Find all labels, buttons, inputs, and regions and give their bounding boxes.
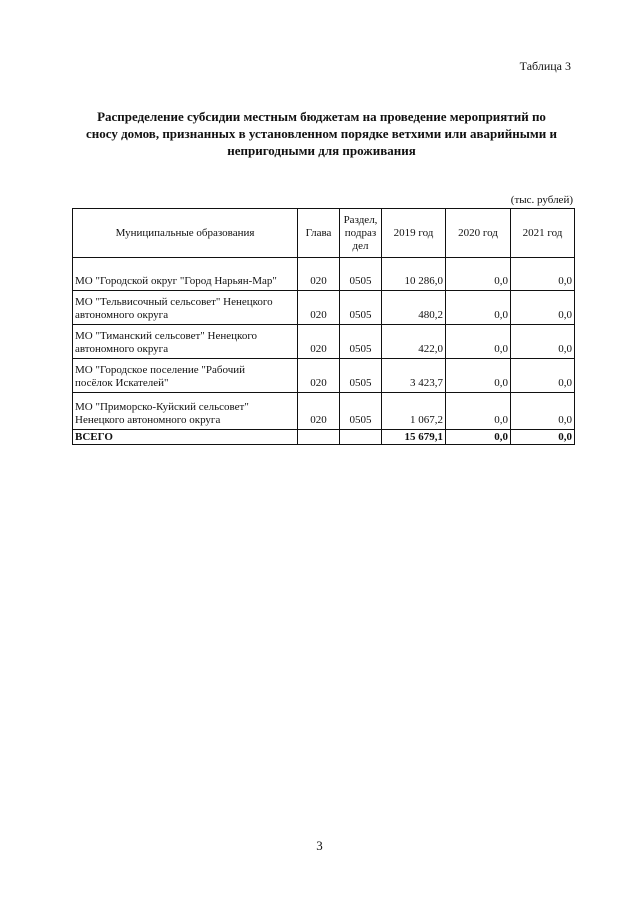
total-glava: [298, 430, 340, 445]
name-line: МО "Тиманский сельсовет" Ненецкого: [75, 330, 258, 342]
name-line: Ненецкого автономного округа: [75, 414, 221, 426]
table-row: [73, 291, 575, 325]
value-2019: 480,2: [382, 291, 446, 325]
table-row: [73, 393, 575, 430]
title-line: сносу домов, признанных в установленном порядке ветхими или аварийными и: [86, 126, 557, 141]
value-2020: 0,0: [446, 291, 511, 325]
municipality-name: [73, 325, 298, 359]
header-2020: 2020 год: [446, 209, 511, 258]
municipality-name: [73, 258, 298, 291]
header-glava: Глава: [298, 209, 340, 258]
name-line: посёлок Искателей": [75, 377, 169, 389]
razdel-cell: 0505: [340, 393, 382, 430]
table-row: [73, 359, 575, 393]
value-2020: 0,0: [446, 325, 511, 359]
header-razdel-line: Раздел,: [343, 213, 378, 226]
glava-cell: 020: [298, 291, 340, 325]
value-2020: 0,0: [446, 393, 511, 430]
table-header-row: [73, 209, 575, 258]
razdel-cell: 0505: [340, 258, 382, 291]
document-title: [70, 108, 573, 159]
total-2019: 15 679,1: [382, 430, 446, 445]
name-line: МО "Городское поселение "Рабочий: [75, 364, 246, 376]
total-razdel: [340, 430, 382, 445]
value-2021: 0,0: [511, 325, 575, 359]
value-2021: 0,0: [511, 291, 575, 325]
name-line: МО "Приморско-Куйский сельсовет": [75, 401, 249, 413]
total-row: [73, 430, 575, 445]
header-2021: 2021 год: [511, 209, 575, 258]
total-2020: 0,0: [446, 430, 511, 445]
total-2021: 0,0: [511, 430, 575, 445]
name-line: МО "Тельвисочный сельсовет" Ненецкого: [75, 296, 273, 308]
municipality-name: [73, 393, 298, 430]
title-line: непригодными для проживания: [227, 143, 416, 158]
header-municipalities: Муниципальные образования: [73, 209, 298, 258]
units-note: (тыс. рублей): [510, 194, 573, 206]
municipality-name: [73, 359, 298, 393]
subsidy-table: [72, 208, 575, 445]
glava-cell: 020: [298, 325, 340, 359]
glava-cell: 020: [298, 258, 340, 291]
glava-cell: 020: [298, 359, 340, 393]
title-line: Распределение субсидии местным бюджетам на проведение мероприятий по: [97, 109, 546, 124]
value-2020: 0,0: [446, 359, 511, 393]
razdel-cell: 0505: [340, 291, 382, 325]
glava-cell: 020: [298, 393, 340, 430]
header-2019: 2019 год: [382, 209, 446, 258]
value-2019: 10 286,0: [382, 258, 446, 291]
header-razdel-line: дел: [352, 239, 369, 252]
table-label: Таблица 3: [519, 59, 571, 73]
header-razdel-line: подраз: [344, 226, 377, 239]
razdel-cell: 0505: [340, 325, 382, 359]
value-2021: 0,0: [511, 393, 575, 430]
name-line: МО "Городской округ "Город Нарьян-Мар": [75, 275, 277, 287]
name-line: автономного округа: [75, 309, 169, 321]
value-2019: 3 423,7: [382, 359, 446, 393]
total-label: ВСЕГО: [73, 430, 298, 445]
name-line: автономного округа: [75, 343, 169, 355]
table-row: [73, 258, 575, 291]
value-2021: 0,0: [511, 258, 575, 291]
razdel-cell: 0505: [340, 359, 382, 393]
value-2019: 1 067,2: [382, 393, 446, 430]
header-razdel: [340, 209, 382, 258]
page-number: 3: [316, 838, 323, 853]
table-row: [73, 325, 575, 359]
value-2019: 422,0: [382, 325, 446, 359]
municipality-name: [73, 291, 298, 325]
value-2020: 0,0: [446, 258, 511, 291]
value-2021: 0,0: [511, 359, 575, 393]
